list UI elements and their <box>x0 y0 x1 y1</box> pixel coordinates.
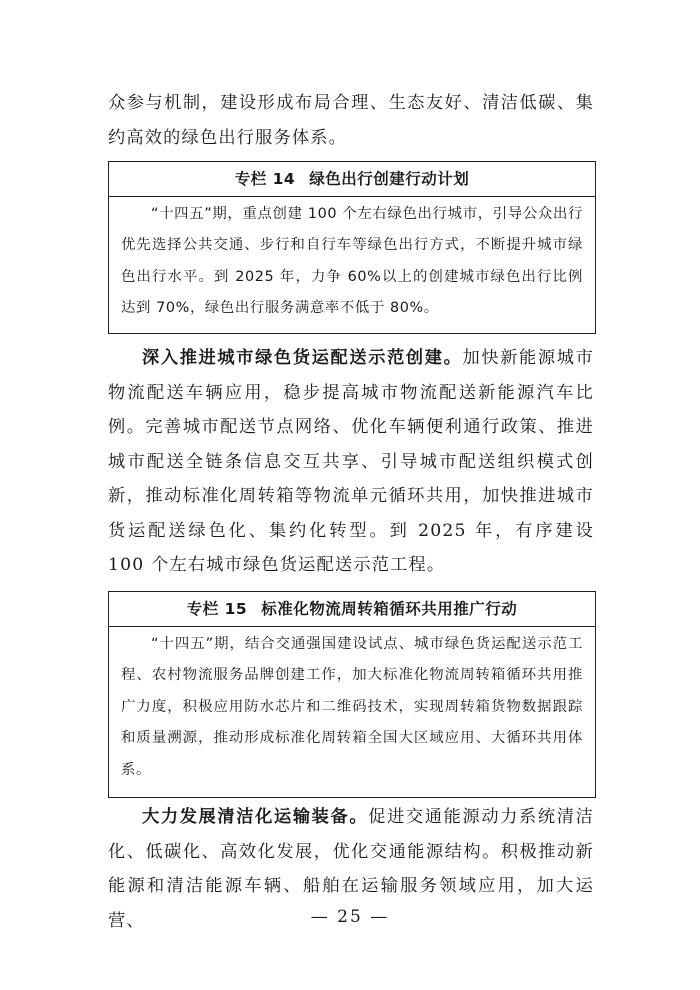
column-box-15-heading: 标准化物流周转箱循环共用推广行动 <box>261 600 518 618</box>
column-box-14 <box>108 161 596 334</box>
paragraph-green-freight-body: 加快新能源城市物流配送车辆应用，稳步提高城市物流配送新能源汽车比例。完善城市配送节点网络、优化车辆便利通行政策、推进城市配送全链条信息交互共享、引导城市配送组织模式创新，推动标准化周转箱等物流单元循环共用，加快推进城市货运配送绿色化、集约化转型。到 2025 年，有序建设 100 个左右城市绿色货运配送示范工程。 <box>108 348 595 575</box>
paragraph-green-travel-system: 众参与机制，建设形成布局合理、生态友好、清洁低碳、集约高效的绿色出行服务体系。 <box>108 93 594 148</box>
column-box-15-body: “十四五”期，结合交通强国建设试点、城市绿色货运配送示范工程、农村物流服务品牌创建工作，加大标准化物流周转箱循环共用推广力度，积极应用防水芯片和二维码技术，实现周转箱货物数据跟踪和质量溯源，推动形成标准化周转箱全国大区域应用、大循环共用体系。 <box>121 636 583 778</box>
paragraph-green-freight <box>108 341 594 583</box>
paragraph-clean-transport-body: 促进交通能源动力系统清洁化、低碳化、高效化发展，优化交通能源结构。积极推动新能源和清洁能源车辆、船舶在运输服务领域应用，加大运营、 <box>108 807 594 931</box>
column-box-14-title <box>109 162 595 197</box>
page-number: — 25 — <box>310 907 390 927</box>
column-box-14-heading: 绿色出行创建行动计划 <box>309 170 470 188</box>
column-box-14-body: “十四五”期，重点创建 100 个左右绿色出行城市，引导公众出行优先选择公共交通、步行和自行车等绿色出行方式，不断提升城市绿色出行水平。到 2025 年，力争 60%以上的创建城市绿色出行比例达到 70%，绿色出行服务满意率不低于 80%。 <box>121 206 583 317</box>
column-box-14-label: 专栏 14 <box>234 170 296 188</box>
column-box-15-title <box>109 592 595 627</box>
paragraph-clean-transport-heading: 大力发展清洁化运输装备。 <box>142 807 369 827</box>
column-box-15-label: 专栏 15 <box>186 600 248 618</box>
paragraph-green-freight-heading: 深入推进城市绿色货运配送示范创建。 <box>142 348 463 368</box>
column-box-15 <box>108 591 596 798</box>
